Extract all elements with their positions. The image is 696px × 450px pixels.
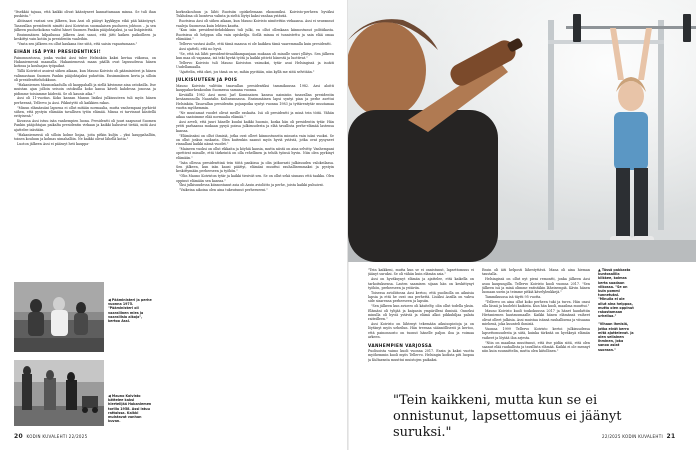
paragraph: Painonnostossa, jonka vuoksi Assi tulee Helsinkiin kaksi kertaa viikossa, on Hakaniemessä maanalla. Hakaniemessä maan päällä ovat lapsuudessa hänen kotinsa ja kouluajan työpaikat. [14,55,156,69]
right-column-1 [368,268,474,386]
page-number: 20 [14,433,23,440]
paragraph: Tellervo vastasi Asille, että tämä maassa ei ole kaikkea tämä vaaremmalla kuin presidentti. [179,41,332,46]
paragraph: "Elämässäni on ollut ihmisiä, jotka ovat olleet kiinnostuneita minusta vain isäni vuoksi. Se on ollut joskus raskasta. Olen kuitenkin saanut myös hyviä ystäviä, jotka ovat pysyneet rinnallani kaikki nämä vuodet." [176,133,334,147]
issue-number: 22/2025 [602,434,621,439]
paragraph: Ensin oli äiti helposti lähestyttävä. Mana oli aina hieman taustalla. [482,268,590,277]
paragraph: Yksi julkisuudessa kiinnostanut asia oli Assin avioliitto ja perhe, joista kaikki puhuivat. [179,183,324,188]
paragraph: "Ne muutamat vuodet olivat meille raskaita. Isä oli presidentti ja minä tein töitä. Vähän aikaa saatoimme elää normaalia elämää." [176,110,334,120]
paragraph: Assi oli 11-vuotias. Koko kansan Manun lisäksi julkisuuteen tuli myös hänen perheensä, Tellervo ja Assi. Pikkutyttö oli kaikkien rakas. [14,96,156,105]
paragraph: "Vaikeina aikoina olen aina tukeutunut perheeseeni." [179,188,268,193]
paragraph: "Hakaniemessä oli silloin kolme linjaa, joita pitkin kuljin – yksi kauppahalliin, toinen kouluun ja kolmas uimahalliin. Ne kaikki olivat lähellä kotia." [14,132,156,141]
pull-quote: "Tein kaikkeni, mutta kun se ei onnistunut, lapsettomuus ei jäänyt suruksi." [393,393,622,440]
paragraph: Assi ajatteli, että no hyvä. [179,46,223,51]
paragraph: korkeakouluun ja lähti Ruotsiin opiskelemaan ekonomiksi. Koivisto-perheen hyväksi Tukholma oli luonteva valinta ja sieltä löytyi kaksi vanhaa ystävää. [176,10,334,19]
paragraph: "Niin on maailma muuttunut, että itse pidän siitä, että olen saanut elää rauhallista ja tavallista elämää. Kaikki ei ole mennyt niin kuin suunnittelin, mutta olen kiitollinen." [482,340,590,354]
paragraph: "Tein kaikkeni, mutta kun se ei onnistunut, lapsettomuus ei jäänyt suruksi. Se oli vähän kuin elämän asia." [368,268,474,277]
paragraph: Mauno Koivisto kuoli toukokuussa 2017 ja hänet haudattiin Hietaniemen hautausmaalle. Kaikki hänen elämänsä vaiheet olivat olleet julkisia. Assi muistaa isänsä rauhallisena ja viisaana miehenä, joka kuunteli ihmisiä. [482,309,590,327]
section-heading: VANHEMPIEN VARJOSSA [368,342,432,348]
paragraph: "Hakaniemen Maunonkadulla oli kauppahalli ja siellä kävimme aina ostoksilla. Itse muistan ajan jolloin seisoin ostoksilla koko kansa käveli kahdessa jonossa ja pidimme toisiamme kädestä. Se oli kaunis aika." [14,82,156,96]
paragraph: "Tellervo on aina ollut koko perheen tuki ja turva. Hän osasi olla läsnä ja huolehti kaikista. Kun hän kuoli, maailma muuttui." [482,299,590,309]
paragraph: "Kun isän presidenttiehdokkuus tuli julki, en ollut ollenkaan kiinnostunut politiikasta. Ruotsissa oli helppoa olla vain opiskelija. Siellä minua ei tunnistettu ja sain elää omaa elämääni." [176,28,334,42]
family-photo [14,282,104,352]
paragraph: Assi on hyväksynyt elämän ja ajattelee, että kaikella on tarkoituksensa. Lasten saamisen sijaan hän on keskittynyt työhön, perheeseen ja ystäviin. [368,277,474,290]
paragraph: Keväällä 1982 Assi meni Jarl Kominaisen kanssa naimisiin tasavallan presidentin kesäasunnolla Naantalin Kultarannassa. Ensimmäinen lapsi syntyi pian ja perhe asettui Helsinkiin. Tasavallan presidentin pojanpoika syntyi vuonna 1983 ja tyttärentytär muutamaa vuotta myöhemmin. [176,93,334,111]
paragraph: "Se, että isä lähti presidenttivaalikampanjaan mukaan oli minulle suuri yllätys. Sen jälkeen kun maa oli vapaana, isä teki hyvää työtä ja kaikki pitivät hänestä ja luottivat." [176,51,334,60]
section-heading: JULKISUUTEEN JA POIS [176,77,238,83]
paragraph: "Minun elämässäni lapsena ei ollut mitään normaalia, mutta vanhempani pyrkivät siihen, että pystyin elämään tavallisen tytön elämää. Minua ei tarvinnut käsitellä erityisenä." [14,105,156,119]
paragraph: Toisessa avioliitossa Assi kertoo, että puolisolla on aikuisia lapsia ja että he ovat osa perhettä. Lisäksi Assilla on vahva side sisarensa perheeseen ja lapsiin. [368,290,474,304]
caption-arrow-icon: ◀ [108,298,111,302]
paragraph: Tammikuussa isä täytti 95 vuotta. [485,295,542,300]
paragraph: Helsingissä on ollut nyt pieni remontti, jonka jälkeen Assi asuu kaupungilla. Tellervo Koivisto kuoli vuonna 2017. "Sen jälkeen isä ja minä olimme entistäkin läheisempiä. Kävin hänen luonaan usein ja teimme pitkiä kävelylenkkejä." [482,277,590,295]
street-photo [14,360,104,426]
photo-caption-1: ◀ Pääministeri ja perhe vuonna 1975. "Pääministeri oli vaarallinen mies ja vaarallisia aikoja", kertoo Assi. [108,298,152,324]
paragraph: "Olin Mauno Koiviston tytär ja kaikki tiesivät sen. Se on ollut sekä siunaus että taakka. Olen oppinut elämään sen kanssa." [176,174,334,183]
right-column-2 [482,268,590,386]
gym-photo [348,0,696,262]
caption-arrow-icon: ▲ [598,268,601,272]
paragraph: Tellervo Koivisto tuli Mauno Koiviston vaimoksi, tytär asui Helsingissä ja isoäiti Uudellamaalla. [176,60,334,70]
paragraph: "Isän ollessa presidenttinä tein töitä pankissa ja olin jatkuvasti julkisuuden valokeilassa. Sen jälkeen, kun isän kausi päättyi, elämäni muuttui rauhallisemmaksi ja pystyin keskittymään perheeseen ja työhön." [176,160,334,174]
family-photo-image [14,282,104,352]
paragraph: Kuvassa Assi istuu isän vanhempien luona. Presidentti oli juuri saapunut Suomen Pankin pääjohtajan paikalta presidentin virkaan ja kaikki halusivat tietää, mitä Assi ajattelee isästään. [14,119,156,132]
caption-arrow-icon: ◀ [108,394,111,398]
left-column-2 [176,10,334,428]
left-page-footer [14,433,87,440]
magazine-name: KODIN KUVALEHTI [26,434,68,439]
street-photo-image [14,360,104,426]
paragraph: "Sen jälkeen kun avioero oli käsitelty, olin ollut todella yksin. Elämäni oli tyhjää ja kaipasin ympärilleni ihmisiä. Onneksi minulla oli hyviä ystäviä ja elämä alkoi pikkuhiljaa palata raiteilleen." [368,304,474,322]
page-number: 21 [666,433,676,440]
paragraph: Tällä Koivistot asuivat siihen aikaan, kun Mauno Koivisto oli pääministeri ja hänen valinnastaan Suomen Pankin pääjohtajaksi puhuttiin. Ensimmäinen kerta ja silloin oli presidenttiehdokkuus. [14,69,156,82]
paragraph: Luoton jälkeen Assi ei päässyt heti kauppa- [17,141,90,146]
paragraph: "Maineen vuoksi on ollut rikkaita ja köyhiä kausia, mutta niistä on aina selvitty. Vanhempani opettivat minulle, että tärkeintä on olla rehellinen ja tehdä työnsä hyvin. Niin olen pyrkinyt elämään." [176,147,334,160]
paragraph: Ruotsissa Assi oli siihen aikaan, kun Mauno Koivisto nimitettiin virkaansa. Assi ei seurannut vaaleja Suomessa kuin lehtien kautta. [176,19,334,28]
right-page [348,0,696,450]
photo-caption-2: ◀ Mauno Koivisto kättelee kaksi hiertelijää Hakaniemen torilla 1958. Assi istuu rattaissa. Kaikki muistavat vanhan kuvan. [108,394,152,424]
paragraph: "Vasta sen jälkeen en ollut kaukana itse siitä, että saisin vapautumaan." [17,41,138,46]
paragraph: Vuonna 1999 Tellervo Koivisto kertoi julkisuudessa lapsettomuudesta ja siitä, kuinka tärkeää on hyväksyä elämän vaiheet ja löytää iloa arjesta. [482,326,590,340]
gym-photo-image [348,0,696,262]
section-heading: EIHÄN ISÄ PYRI PRESIDENTIKSI! [14,49,102,55]
paragraph: Ensimmäisen kilpailunsa jälkeen Assi sanoi, että jätti kaiken paikoilleen ja keskittyi vain kotiin ja presidentin vaaleihin. [14,32,156,42]
paragraph: Puolisoista vaimo kuoli vuonna 2017. Ensin ja kaksi vuotta myöhemmin kuoli myös Tellervo. Helsingin kodista piti luopua ja Kultaranta muuttui muistojen paikaksi. [368,349,474,362]
issue-number: 22/2025 [68,434,88,439]
paragraph: "Itsekkäi tajuaa, että kaikki olivat kääntyneet kannattamaan minua. Se tuli ihan puskista." [14,10,156,19]
paragraph: Assi arveli, että juuri hänelle kuului kaikki huomio, koska hän oli presidentin tytär. Hän yritti parhaansa mukaan pysyä poissa julkisuudesta ja elää tavallista perhe-elämää lastensa kanssa. [176,120,334,133]
paragraph: "Ajattelin, että okei, jos tämä on se, mihin pyritään, niin kyllä me siitä selvitään." [179,69,315,74]
gym-photo-caption: ▲ Tässä pakkasta kuntosalilla kilkkee, kolmas kerta saadaan viikossa. "Se on kuin pommi tunnetuksi. "Minulla ei ole ollut aina helppoa, mutta olen oppinut rakastamaan urheilua." "Vihaan ihmisiä, jotka eivät kerro mitä ajattelevat. Ja olen sellainen ihminen, joka sanoo asiat suoraan." [598,268,634,352]
paragraph: Ahtisaari vastasi sen jälkeen, kun Assi oli pääsyt kyykkyyn eikä pää kääntynyt. Tasavallan presidentti nimitti Assi Koiviston suomalaisen puolueen johtoon – ja sen jälkeen puoluekokous valitsi hänet Suomen Pankin pääjohtajaksi, ja sai lisäpisteitä. [14,19,156,32]
paragraph: Mauno Koivisto valittiin tasavallan presidentiksi tammikuussa 1982. Assi aloitti kauppakorkeakoulun Suomessa samana vuonna. [176,83,334,93]
magazine-name: KODIN KUVALEHTI [622,434,663,439]
paragraph: Assi Koivisto on lähtenyt tekemään aikuisopintoja ja on löytänyt myös urheilun. Hän treenaa säännöllisesti ja kertoo, että painonnosto on tuonut hänelle paljon iloa ja voimaa arkeen. [368,322,474,340]
